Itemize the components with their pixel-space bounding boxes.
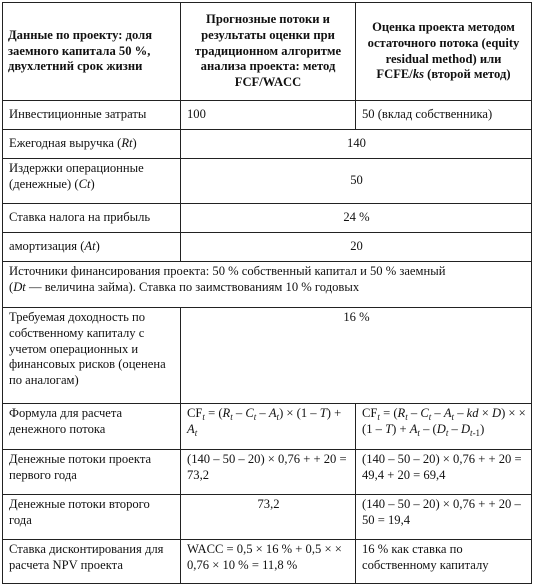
row-label: Ставка налога на прибыль [3, 204, 181, 233]
row-label: Издержки операционные (денежные) (Ct) [3, 159, 181, 204]
project-evaluation-table [2, 2, 532, 584]
row-investment [3, 101, 532, 130]
value-fcf: WACC = 0,5 × 16 % + 0,5 × × 0,76 × 10 % = 11,8 % [181, 540, 356, 584]
value-fcfe: 50 (вклад собственника) [356, 101, 532, 130]
header-project-data: Данные по проекту: доля заемного капитала 50 %, двухлетний срок жизни [3, 3, 181, 101]
row-label: Ежегодная выручка (Rt) [3, 130, 181, 159]
row-amortization [3, 233, 532, 262]
row-label: Требуемая доходность по собственному капиталу с учетом операционных и финансовых рисков (оценена по аналогам) [3, 308, 181, 404]
value-fcf: 73,2 [181, 495, 356, 540]
formula-fcf: $CF_t = (R_t - C_t - A_t) \times (1 - T) + A_t$ [181, 404, 356, 450]
row-label: амортизация (At) [3, 233, 181, 262]
header-fcf-wacc: Прогнозные потоки и результаты оценки при традиционном алгоритме анализа проекта: метод FCF/WACC [181, 3, 356, 101]
value-fcfe: (140 – 50 – 20) × 0,76 + + 20 – 50 = 19,4 [356, 495, 532, 540]
value-shared: 20 [181, 233, 532, 262]
row-label: Формула для расчета денежного потока [3, 404, 181, 450]
value-fcf: (140 – 50 – 20) × 0,76 + + 20 = 73,2 [181, 450, 356, 495]
value-fcfe: 16 % как ставка по собственному капиталу [356, 540, 532, 584]
row-financing [3, 262, 532, 308]
value-fcfe: (140 – 50 – 20) × 0,76 + + 20 = 49,4 + 20 = 69,4 [356, 450, 532, 495]
row-label: Инвестиционные затраты [3, 101, 181, 130]
row-discount-rate [3, 540, 532, 584]
value-shared: 16 % [181, 308, 532, 404]
row-formula [3, 404, 532, 450]
header-row [3, 3, 532, 101]
header-fcfe: Оценка проекта методом остаточного потока (equity residual method) или FCFE/ks (второй метод) [356, 3, 532, 101]
row-label: Денежные потоки проекта первого года [3, 450, 181, 495]
row-cashflow-year2 [3, 495, 532, 540]
row-required-return [3, 308, 532, 404]
row-tax [3, 204, 532, 233]
row-revenue [3, 130, 532, 159]
row-costs [3, 159, 532, 204]
value-shared: 50 [181, 159, 532, 204]
financing-note: Источники финансирования проекта: 50 % собственный капитал и 50 % заемный (Dt — величина займа). Ставка по заимствованиям 10 % годовых [3, 262, 532, 308]
row-label: Ставка дисконтирования для расчета NPV проекта [3, 540, 181, 584]
row-label: Денежные потоки второго года [3, 495, 181, 540]
row-cashflow-year1 [3, 450, 532, 495]
value-shared: 24 % [181, 204, 532, 233]
value-fcf: 100 [181, 101, 356, 130]
value-shared: 140 [181, 130, 532, 159]
formula-fcfe: $CF_t = (R_t - C_t - A_t$ – kd × D) × × $(1 - T) + A_t - (D_t - D_{t-1})$ [356, 404, 532, 450]
